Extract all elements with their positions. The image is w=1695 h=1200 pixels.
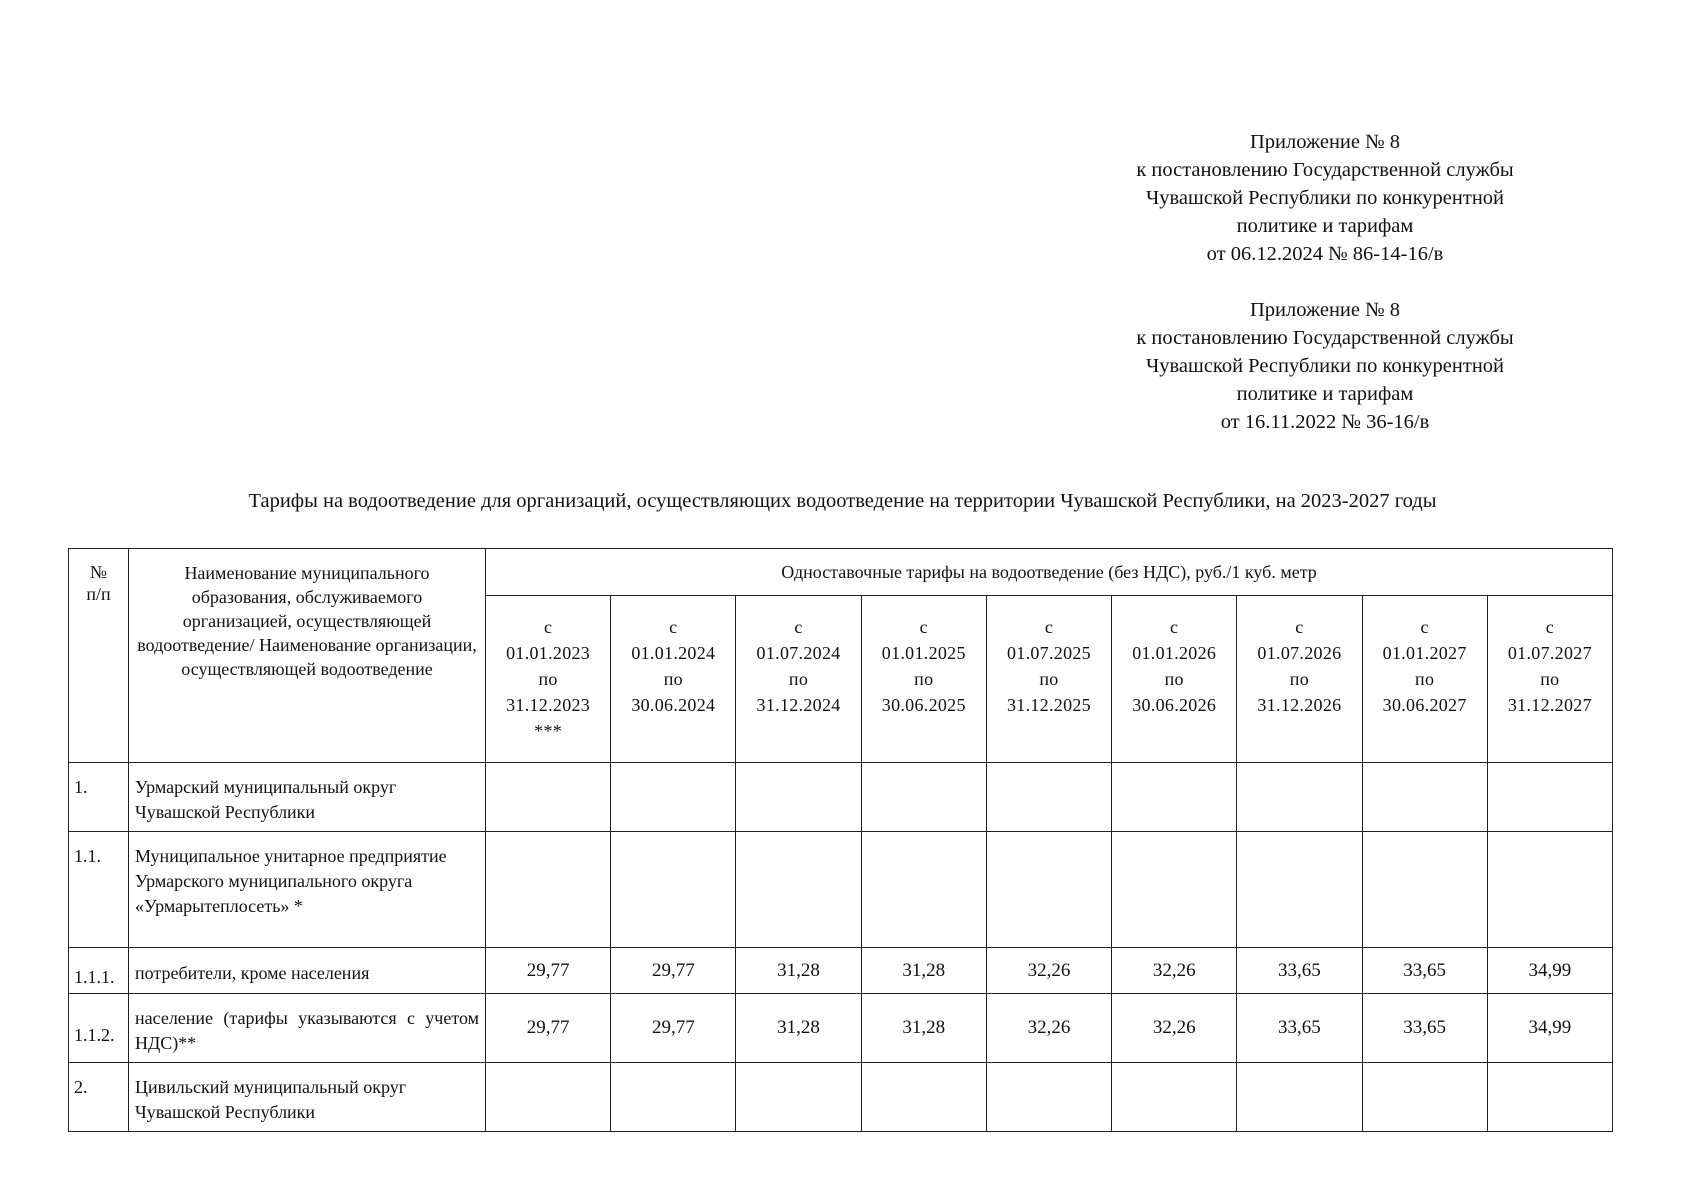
tariff-value — [736, 763, 861, 832]
period-to-word: по — [1164, 669, 1184, 689]
tariff-value — [1112, 1063, 1237, 1132]
period-to: 31.12.2026 — [1257, 695, 1342, 715]
col-header-tariff-group: Одноставочные тарифы на водоотведение (без НДС), руб./1 куб. метр — [486, 549, 1613, 596]
row-number: 1. — [69, 763, 129, 832]
header-line: от 06.12.2024 № 86-14-16/в — [1206, 243, 1444, 265]
period-to-word: по — [1415, 669, 1435, 689]
tariff-value: 32,26 — [1112, 994, 1237, 1063]
period-from: 01.07.2025 — [1006, 643, 1091, 663]
header-line: политике и тарифам — [1236, 383, 1414, 405]
period-from-word: с — [1044, 617, 1054, 637]
period-from-word: с — [543, 617, 553, 637]
row-name: население (тарифы указываются с учетом НДС)** — [129, 994, 486, 1063]
period-to: 31.12.2025 — [1006, 695, 1091, 715]
tariff-value: 32,26 — [1112, 948, 1237, 994]
period-from-word: с — [1420, 617, 1429, 637]
period-from: 01.07.2024 — [756, 643, 841, 663]
row-name: Муниципальное унитарное предприятие Урмарского муниципального округа «Урмарытеплосеть» * — [129, 832, 486, 948]
table-row — [69, 948, 1613, 994]
tariff-value — [1362, 763, 1487, 832]
row-number: 2. — [69, 1063, 129, 1132]
col-header-name: Наименование муниципального образования, обслуживаемого организацией, осуществляющей водоотведение/ Наименование организации, осуществляющей водоотведение — [129, 549, 486, 763]
tariff-value: 29,77 — [611, 948, 736, 994]
tariff-value — [611, 832, 736, 948]
row-number: 1.1.1. — [69, 948, 129, 994]
header-line: политике и тарифам — [1236, 215, 1414, 237]
period-to-word: по — [788, 669, 809, 689]
col-header-period — [611, 596, 736, 763]
col-header-period — [1112, 596, 1237, 763]
tariff-value: 29,77 — [611, 994, 736, 1063]
tariff-value — [1237, 1063, 1362, 1132]
tariff-value — [1112, 832, 1237, 948]
header-line: к постановлению Государственной службы — [1136, 159, 1514, 181]
row-name: Урмарский муниципальный округ Чувашской Республики — [129, 763, 486, 832]
period-from-word: с — [919, 617, 928, 637]
col-header-number — [69, 549, 129, 763]
period-to-word: по — [914, 669, 934, 689]
period-to: 30.06.2025 — [881, 695, 966, 715]
tariff-value — [1112, 763, 1237, 832]
header-line: Приложение № 8 — [1249, 299, 1401, 321]
col-header-period — [486, 596, 611, 763]
tariff-value — [611, 763, 736, 832]
period-from-word: с — [1295, 617, 1304, 637]
tariff-value: 31,28 — [861, 994, 986, 1063]
period-to: 30.06.2026 — [1132, 695, 1217, 715]
tariff-value: 32,26 — [986, 994, 1111, 1063]
col-header-period — [1487, 596, 1612, 763]
tariff-value — [736, 1063, 861, 1132]
appendix-header-current — [1090, 128, 1560, 268]
col-header-number-line: № — [89, 562, 108, 582]
period-to-word: по — [1540, 669, 1560, 689]
tariff-value: 33,65 — [1362, 994, 1487, 1063]
tariff-value — [611, 1063, 736, 1132]
tariff-value — [1237, 763, 1362, 832]
period-to: 30.06.2027 — [1382, 695, 1467, 715]
period-to: 31.12.2027 — [1507, 695, 1592, 715]
col-header-period — [861, 596, 986, 763]
tariff-table — [68, 548, 1613, 1132]
header-line: Чувашской Республики по конкурентной — [1145, 187, 1505, 209]
tariff-value — [861, 763, 986, 832]
table-row — [69, 1063, 1613, 1132]
period-from: 01.01.2026 — [1132, 643, 1217, 663]
tariff-value: 33,65 — [1362, 948, 1487, 994]
tariff-value — [1237, 832, 1362, 948]
tariff-value: 29,77 — [486, 994, 611, 1063]
tariff-value — [486, 763, 611, 832]
row-name: Цивильский муниципальный округ Чувашской Республики — [129, 1063, 486, 1132]
tariff-value — [1362, 832, 1487, 948]
period-from-word: с — [669, 617, 678, 637]
header-line: от 16.11.2022 № 36-16/в — [1220, 411, 1430, 433]
period-to: 30.06.2024 — [631, 695, 716, 715]
period-to: 31.12.2024 — [756, 695, 841, 715]
tariff-value: 34,99 — [1487, 994, 1612, 1063]
row-number: 1.1. — [69, 832, 129, 948]
tariff-value: 34,99 — [1487, 948, 1612, 994]
tariff-value — [986, 763, 1111, 832]
period-from: 01.01.2027 — [1382, 643, 1467, 663]
period-from: 01.01.2024 — [631, 643, 716, 663]
table-row — [69, 832, 1613, 948]
period-to: 31.12.2023 — [506, 695, 591, 715]
col-header-period — [986, 596, 1111, 763]
col-header-period — [1362, 596, 1487, 763]
period-from-word: с — [1545, 617, 1555, 637]
period-to-word: по — [1039, 669, 1059, 689]
col-header-number-line: п/п — [86, 584, 111, 604]
period-to-word: по — [663, 669, 683, 689]
period-from-word: с — [794, 617, 803, 637]
tariff-value: 32,26 — [986, 948, 1111, 994]
tariff-value: 31,28 — [861, 948, 986, 994]
table-row — [69, 763, 1613, 832]
header-line: к постановлению Государственной службы — [1136, 327, 1514, 349]
period-note: *** — [534, 721, 563, 741]
tariff-value — [1362, 1063, 1487, 1132]
tariff-value — [486, 1063, 611, 1132]
tariff-value: 33,65 — [1237, 994, 1362, 1063]
tariff-value: 29,77 — [486, 948, 611, 994]
appendix-header-previous — [1090, 296, 1560, 436]
period-from: 01.01.2023 — [506, 643, 591, 663]
tariff-value — [1487, 763, 1612, 832]
period-from-word: с — [1170, 617, 1179, 637]
period-to-word: по — [1289, 669, 1310, 689]
tariff-value — [1487, 1063, 1612, 1132]
period-from: 01.01.2025 — [881, 643, 966, 663]
tariff-value: 31,28 — [736, 994, 861, 1063]
header-line: Приложение № 8 — [1249, 131, 1401, 153]
tariff-value — [486, 832, 611, 948]
tariff-value — [861, 1063, 986, 1132]
document-title: Тарифы на водоотведение для организаций, осуществляющих водоотведение на территории Чувашской Республики, на 2023-2027 годы — [248, 490, 1437, 512]
tariff-value — [986, 832, 1111, 948]
tariff-value — [861, 832, 986, 948]
row-number: 1.1.2. — [69, 994, 129, 1063]
period-from: 01.07.2026 — [1257, 643, 1342, 663]
header-line: Чувашской Республики по конкурентной — [1145, 355, 1505, 377]
table-row — [69, 994, 1613, 1063]
period-from: 01.07.2027 — [1507, 643, 1592, 663]
period-to-word: по — [538, 669, 558, 689]
tariff-value — [736, 832, 861, 948]
tariff-value: 31,28 — [736, 948, 861, 994]
col-header-period — [736, 596, 861, 763]
tariff-value: 33,65 — [1237, 948, 1362, 994]
row-name: потребители, кроме населения — [129, 948, 486, 994]
col-header-period — [1237, 596, 1362, 763]
tariff-value — [986, 1063, 1111, 1132]
tariff-value — [1487, 832, 1612, 948]
